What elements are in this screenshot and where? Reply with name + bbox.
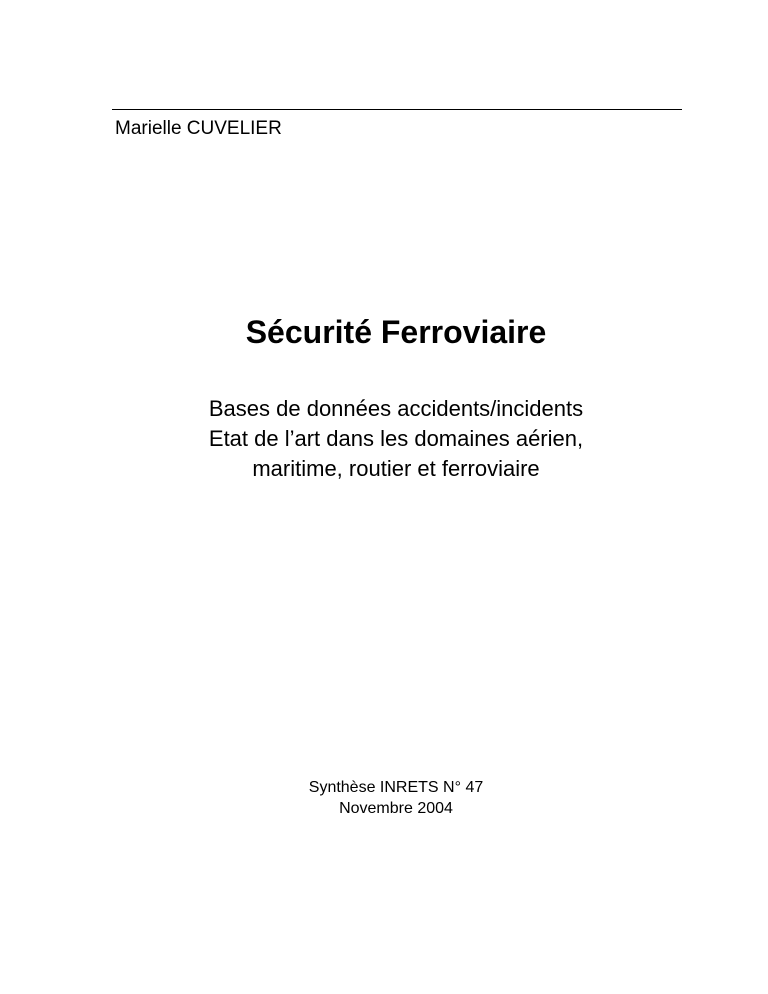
subtitle-line: Etat de l’art dans les domaines aérien, (208, 426, 584, 451)
publication-date: Novembre 2004 (339, 800, 453, 817)
document-subtitle (0, 394, 768, 484)
author-name: Marielle CUVELIER (115, 118, 282, 139)
document-title: Sécurité Ferroviaire (245, 314, 547, 350)
header-rule (112, 109, 682, 110)
publication-info (0, 777, 768, 819)
series-number: Synthèse INRETS N° 47 (308, 779, 484, 796)
subtitle-line: maritime, routier et ferroviaire (252, 456, 540, 481)
subtitle-line: Bases de données accidents/incidents (208, 396, 584, 421)
